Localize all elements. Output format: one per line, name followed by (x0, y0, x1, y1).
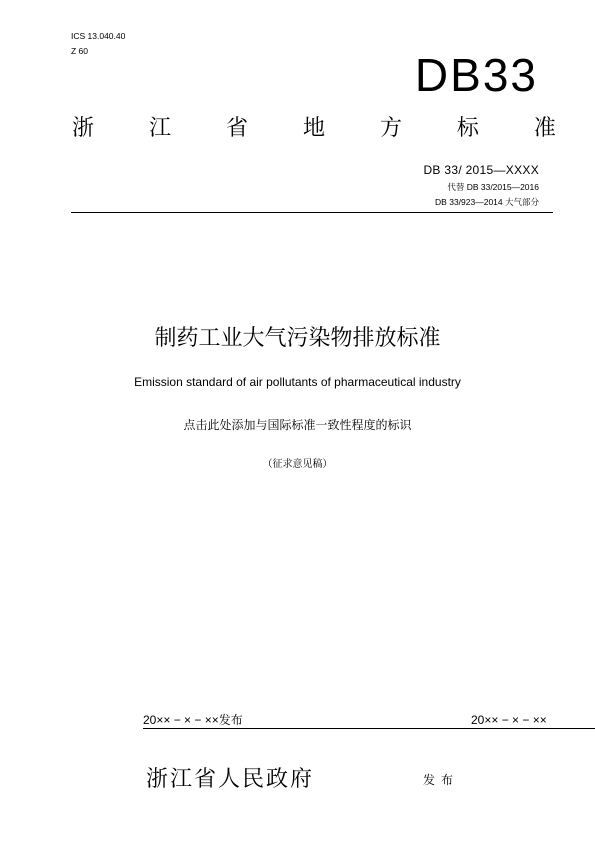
implementation-date: 20×× − × − ×× (471, 713, 547, 727)
standard-type-char: 方 (379, 116, 402, 141)
issuing-authority: 浙江省人民政府 (146, 766, 315, 791)
footer-divider (143, 728, 595, 729)
replaces-standard-line: DB 33/923—2014 大气部分 (435, 197, 539, 207)
db33-logo: DB33 (414, 49, 538, 101)
ccs-code: Z 60 (71, 46, 89, 56)
draft-status: （征求意见稿） (262, 459, 333, 470)
document-title-chinese: 制药工业大气污染物排放标准 (154, 325, 441, 350)
standard-type-char: 省 (225, 116, 248, 141)
standard-type-char: 准 (533, 116, 556, 141)
standard-type-char: 地 (302, 116, 325, 141)
standard-type-char: 标 (456, 116, 479, 141)
ics-code: ICS 13.040.40 (71, 31, 126, 41)
consistency-placeholder[interactable]: 点击此处添加与国际标准一致性程度的标识 (183, 418, 412, 432)
replaces-standard-line: 代替 DB 33/2015—2016 (447, 182, 539, 192)
standard-type-heading (72, 115, 556, 143)
issue-label: 发布 (423, 773, 460, 787)
standard-type-char: 江 (148, 116, 171, 141)
issue-date: 20×× − × − ××发布 (143, 713, 243, 727)
header-divider (71, 212, 553, 213)
standard-type-char: 浙 (72, 116, 95, 141)
document-title-english: Emission standard of air pollutants of pharmaceutical industry (134, 375, 461, 389)
standard-number: DB 33/ 2015—XXXX (423, 163, 539, 177)
